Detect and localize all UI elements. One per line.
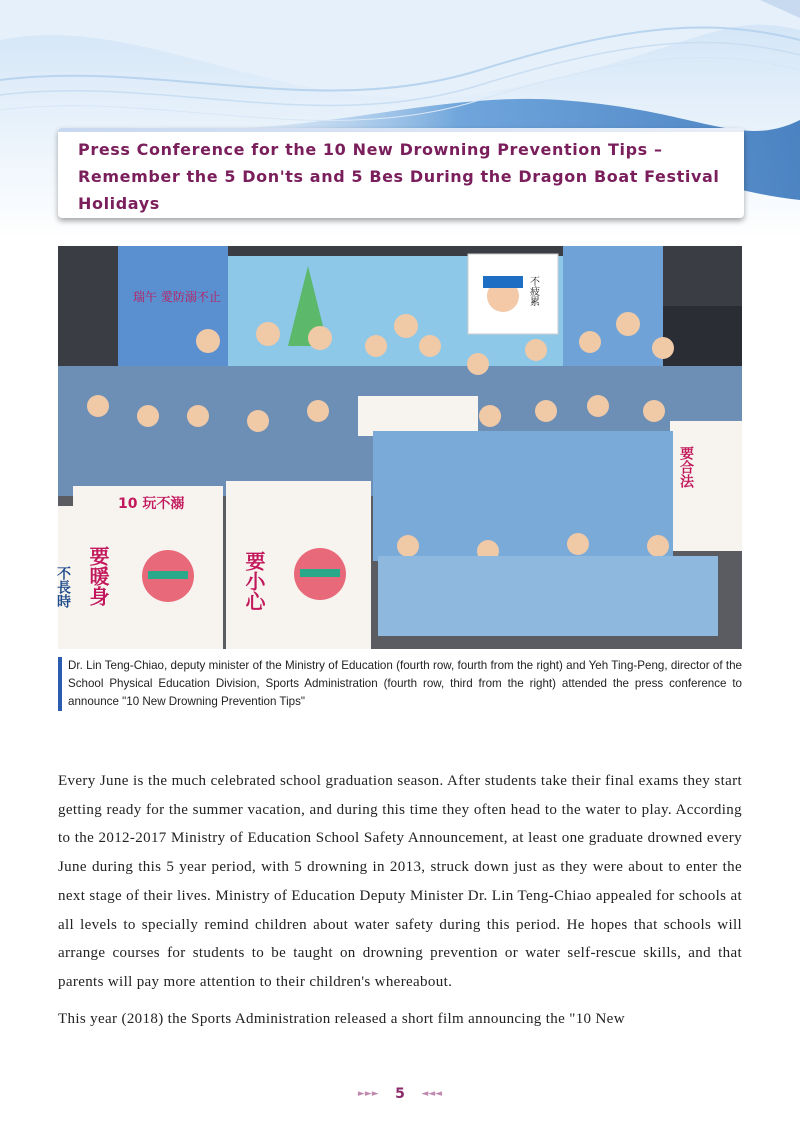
sign-right-text: 要合法 [678,446,694,488]
sign-left-text: 要暖身 [86,546,110,606]
photo-caption [58,657,742,711]
left-arrows-icon: ►►► [357,1089,379,1099]
backdrop-text: 瑞午 愛防溺不止 [133,290,221,304]
page-number: 5 [395,1086,405,1102]
page-title: Press Conference for the 10 New Drowning Prevention Tips – Remember the 5 Don'ts and 5 Bes During the Dragon Boat Festival Holidays [78,140,720,213]
title-box-accent [58,128,744,132]
sign-mid-text: 要小心 [242,551,266,611]
right-arrows-icon: ◄◄◄ [421,1089,443,1099]
article-body [58,767,742,1033]
flag-text: 不疲累 [527,276,539,306]
banner-text: 10 玩不溺 [118,496,185,512]
sign-edge-text: 不長時 [55,566,71,608]
body-paragraph-2: This year (2018) the Sports Administration released a short film announcing the "10 New [58,1010,625,1027]
press-conference-photo [55,246,742,649]
page-footer [0,1086,800,1102]
caption-text: Dr. Lin Teng-Chiao, deputy minister of the Ministry of Education (fourth row, fourth from the right) and Yeh Ting-Peng, director of the School Physical Education Division, Sports Administration (fourth row, third from the right) attended the press conference to announce "10 New Drowning Prevention Tips" [68,659,742,708]
body-paragraph-1: Every June is the much celebrated school graduation season. After students take their final exams they start getting ready for the summer vacation, and during this time they often head to the water to play. According to the 2012-2017 Ministry of Education School Safety Announcement, at least one graduate drowned every June during this 5 year period, with 5 drowning in 2013, struck down just as they were about to enter the next stage of their lives. Ministry of Education Deputy Minister Dr. Lin Teng-Chiao appealed for schools at all levels to specially remind children about water safety during this period. He hopes that schools will arrange courses for students to be taught on drowning prevention or water self-rescue skills, and that parents will pay more attention to their children's whereabout. [58,773,742,990]
title-box [58,128,744,218]
